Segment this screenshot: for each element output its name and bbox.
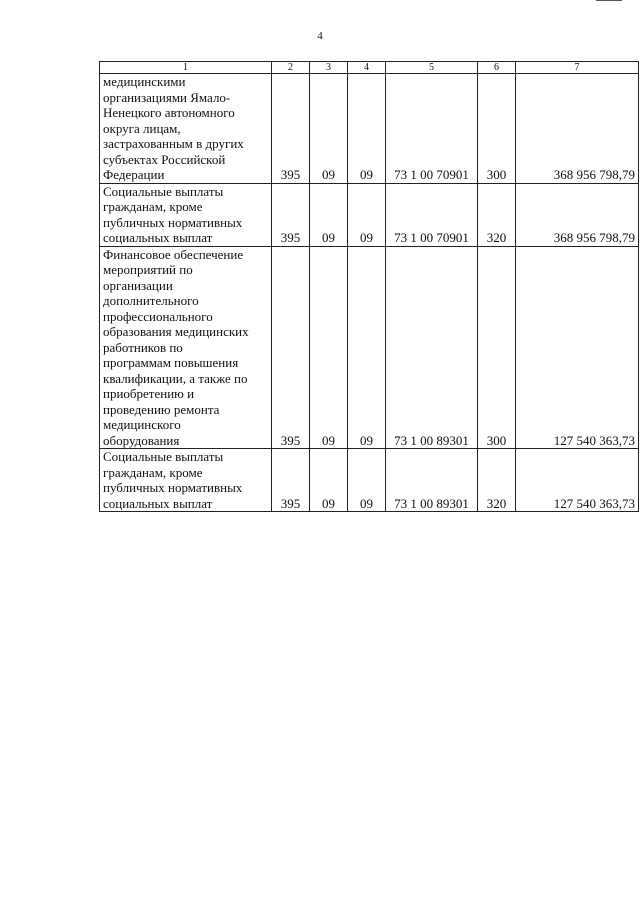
table-row (100, 246, 639, 449)
row-name: Финансовое обеспечение мероприятий по организации дополнительного профессионального образования медицинских работников по программам повышения квалификации, а также по приобретению и проведению ремонта медицинского оборудования (100, 246, 272, 449)
column-number: 4 (348, 62, 386, 74)
row-amount: 127 540 363,73 (516, 449, 639, 512)
row-subsection: 09 (348, 246, 386, 449)
row-name: медицинскими организациями Ямало- Ненецкого автономного округа лицам, застрахованным в других субъектах Российской Федерации (100, 74, 272, 184)
page-number: 4 (317, 30, 323, 42)
row-subsection: 09 (348, 449, 386, 512)
budget-table (99, 61, 639, 512)
row-subsection: 09 (348, 183, 386, 246)
column-number: 6 (478, 62, 516, 74)
column-number-row (100, 62, 639, 74)
row-section: 09 (310, 183, 348, 246)
row-target-article: 73 1 00 89301 (386, 449, 478, 512)
table-row (100, 183, 639, 246)
row-grbs: 395 (272, 74, 310, 184)
row-name: Социальные выплаты гражданам, кроме публичных нормативных социальных выплат (100, 183, 272, 246)
row-amount: 368 956 798,79 (516, 74, 639, 184)
table-row (100, 449, 639, 512)
row-section: 09 (310, 74, 348, 184)
column-number: 5 (386, 62, 478, 74)
row-target-article: 73 1 00 70901 (386, 74, 478, 184)
row-expense-type: 300 (478, 246, 516, 449)
column-number: 2 (272, 62, 310, 74)
row-grbs: 395 (272, 183, 310, 246)
row-section: 09 (310, 449, 348, 512)
row-amount: 368 956 798,79 (516, 183, 639, 246)
column-number: 7 (516, 62, 639, 74)
row-expense-type: 320 (478, 449, 516, 512)
corner-mark (596, 0, 622, 1)
row-target-article: 73 1 00 89301 (386, 246, 478, 449)
row-expense-type: 320 (478, 183, 516, 246)
row-grbs: 395 (272, 449, 310, 512)
row-grbs: 395 (272, 246, 310, 449)
column-number: 1 (100, 62, 272, 74)
row-subsection: 09 (348, 74, 386, 184)
row-amount: 127 540 363,73 (516, 246, 639, 449)
row-expense-type: 300 (478, 74, 516, 184)
row-section: 09 (310, 246, 348, 449)
table-row (100, 74, 639, 184)
column-number: 3 (310, 62, 348, 74)
row-name: Социальные выплаты гражданам, кроме публичных нормативных социальных выплат (100, 449, 272, 512)
row-target-article: 73 1 00 70901 (386, 183, 478, 246)
